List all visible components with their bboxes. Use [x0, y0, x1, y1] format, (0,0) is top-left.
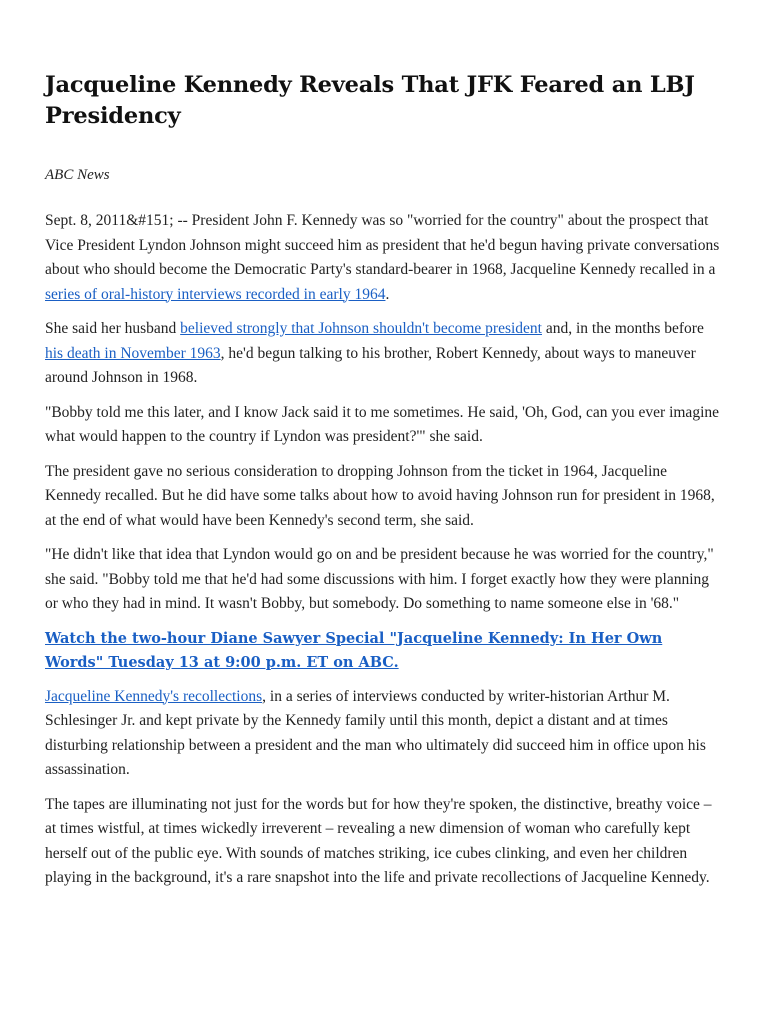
promo-paragraph: [45, 627, 723, 675]
diane-sawyer-special-link[interactable]: Watch the two-hour Diane Sawyer Special "Jacqueline Kennedy: In Her Own Words" Tuesday 13 at 9:00 p.m. ET on ABC.: [45, 629, 663, 671]
paragraph-2-middle: and, in the months before: [542, 320, 704, 337]
paragraph-2: [45, 317, 723, 391]
paragraph-1-end: .: [385, 285, 390, 303]
kennedy-recollections-link[interactable]: Jacqueline Kennedy's recollections: [45, 687, 263, 705]
paragraph-2-end: , he'd begun talking to his brother, Robert Kennedy, about ways to maneuver around Johnson in 1968.: [45, 344, 696, 386]
paragraph-2-text: She said her husband: [45, 320, 181, 337]
paragraph-5: "He didn't like that idea that Lyndon would go on and be president because he was worried for the country," she said. "Bobby told me that he'd had some discussions with him. I forget exactly how they were planning or who they had in mind. It wasn't Bobby, but somebody. Do something to name someone else in '68.": [45, 546, 714, 612]
article-headline: Jacqueline Kennedy Reveals That JFK Feared an LBJ Presidency: [45, 72, 695, 129]
paragraph-7: The tapes are illuminating not just for the words but for how they're spoken, the distinctive, breathy voice – at times wistful, at times wickedly irreverent – revealing a new dimension of woman who carefully kept herself out of the public eye. With sounds of matches striking, ice cubes clinking, and even her children playing in the background, it's a rare snapshot into the life and private recollections of Jacqueline Kennedy.: [45, 795, 712, 886]
oral-history-interviews-link[interactable]: series of oral-history interviews recorded in early 1964: [45, 285, 386, 303]
article: [45, 70, 723, 901]
johnson-president-link[interactable]: believed strongly that Johnson shouldn't become president: [180, 320, 542, 337]
paragraph-4: The president gave no serious consideration to dropping Johnson from the ticket in 1964, Jacqueline Kennedy recalled. But he did have some talks about how to avoid having Johnson run for president in 1968, at the end of what would have been Kennedy's second term, she said.: [45, 462, 715, 529]
article-byline: ABC News: [45, 167, 110, 183]
paragraph-3: "Bobby told me this later, and I know Jack said it to me sometimes. He said, 'Oh, God, can you ever imagine what would happen to the country if Lyndon was president?'" she said.: [45, 403, 720, 445]
article-body: [45, 209, 723, 891]
paragraph-6-text: , in a series of interviews conducted by writer-historian Arthur M. Schlesinger Jr. and kept private by the Kennedy family until this month, depict a distant and at times disturbing relationship between a president and the man who ultimately did succeed him in office upon his assassination.: [45, 687, 706, 778]
death-november-1963-link[interactable]: his death in November 1963: [45, 344, 221, 362]
paragraph-1-text: Sept. 8, 2011&#151; -- President John F. Kennedy was so "worried for the country" about the prospect that Vice President Lyndon Johnson might succeed him as president that he'd begun having private conversations about who should become the Democratic Party's standard-bearer in 1968, Jacqueline Kennedy recalled in a: [45, 212, 720, 278]
paragraph-1: [45, 209, 723, 307]
paragraph-6: [45, 685, 723, 783]
